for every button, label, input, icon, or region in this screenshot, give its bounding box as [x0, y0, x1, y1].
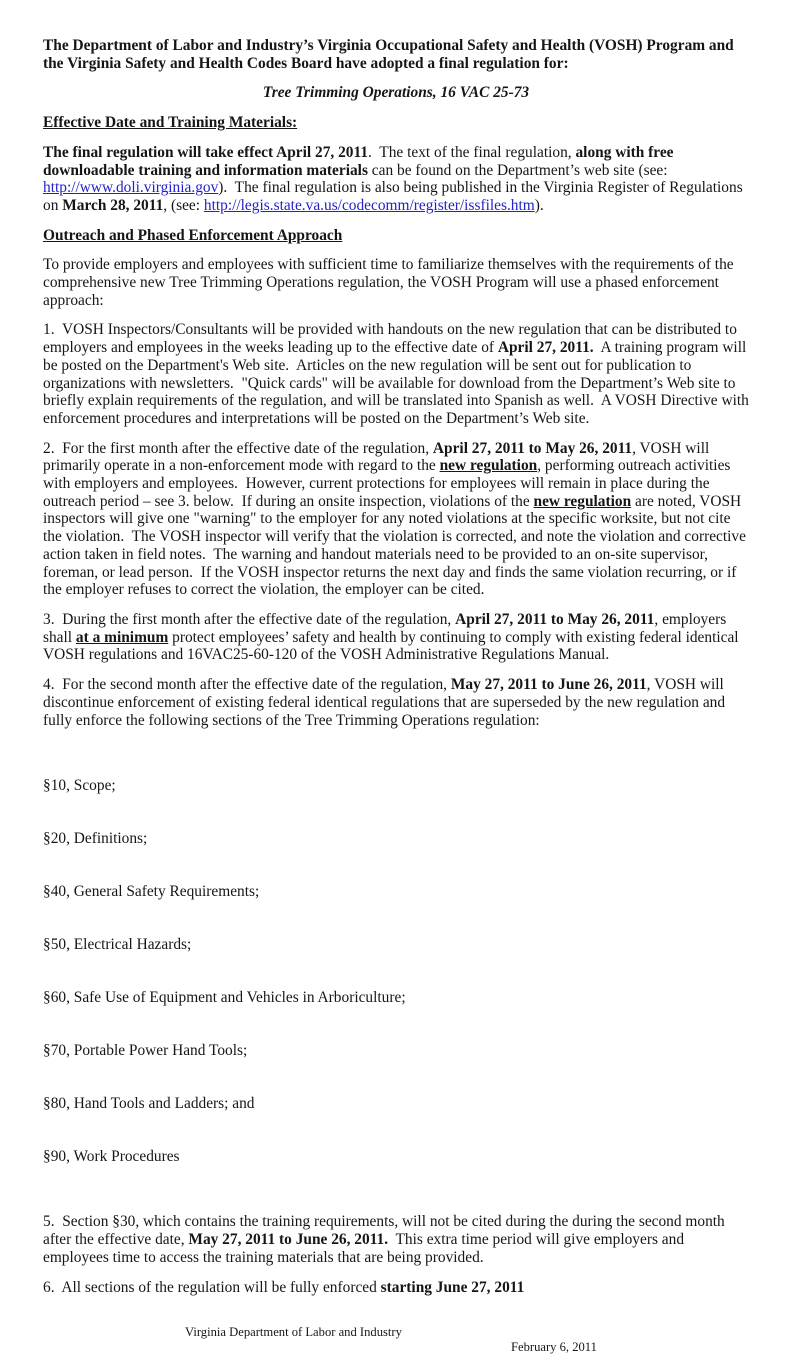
document-title: Tree Trimming Operations, 16 VAC 25-73 — [262, 84, 530, 102]
text-run: ). The final regulation is also being published in the Virginia Register of Regulations on — [43, 179, 747, 214]
regulation-section-item: §10, Scope; — [43, 776, 116, 794]
effective-date-paragraph — [43, 144, 749, 215]
heading-effective-date: Effective Date and Training Materials: — [43, 114, 298, 132]
regulation-section-item: §70, Portable Power Hand Tools; — [43, 1042, 248, 1060]
text-run: , performing outreach activities with employers and employees. However, current protections for employees will remain in place during the outreach period – see 3. below. If during an onsite inspection, violations of the — [43, 457, 735, 510]
text-run: , (see: — [163, 196, 204, 214]
regulation-section-item: §40, General Safety Requirements; — [43, 882, 260, 900]
footer-agency-name: Virginia Department of Labor and Industry — [185, 1325, 402, 1340]
text-run: 3. During the first month after the effective date of the regulation, — [43, 610, 456, 628]
text-run: along with free downloadable training and information materials — [43, 143, 678, 179]
page-footer — [43, 1310, 749, 1355]
numbered-item-2 — [43, 440, 749, 599]
text-run: April 27, 2011 to May 26, 2011 — [455, 610, 655, 628]
text-run: at a minimum — [75, 628, 169, 646]
numbered-item-6 — [43, 1279, 749, 1297]
regulation-section-item: §90, Work Procedures — [43, 1148, 180, 1166]
text-run: , VOSH will primarily operate in a non-enforcement mode with regard to the — [43, 439, 714, 475]
text-run: May 27, 2011 to June 26, 2011. — [188, 1231, 389, 1249]
text-run: 2. For the first month after the effective date of the regulation, — [43, 439, 433, 457]
numbered-item-3 — [43, 611, 749, 664]
regulation-sections-list — [43, 741, 749, 1201]
text-run: starting June 27, 2011 — [380, 1278, 525, 1296]
text-run: protect employees’ safety and health by continuing to comply with existing federal identical VOSH regulations and 16VAC25-60-120 of the VOSH Administrative Regulations Manual. — [43, 628, 743, 664]
numbered-item-5 — [43, 1213, 749, 1266]
virginia-register-link[interactable]: http://legis.state.va.us/codecomm/register/issfiles.htm — [203, 196, 535, 214]
regulation-section-item: §20, Definitions; — [43, 829, 148, 847]
text-run: March 28, 2011 — [62, 196, 164, 214]
numbered-item-1 — [43, 321, 753, 427]
text-run: new regulation — [439, 457, 538, 475]
footer-date: February 6, 2011 — [511, 1340, 597, 1355]
doli-website-link[interactable]: http://www.doli.virginia.gov — [43, 179, 219, 197]
text-run: 4. For the second month after the effective date of the regulation, — [43, 676, 451, 694]
intro-paragraph: The Department of Labor and Industry’s Virginia Occupational Safety and Health (VOSH) Program and the Virginia Safety and Health Codes Board have adopted a final regulation for: — [43, 37, 738, 72]
text-run: The final regulation will take effect April 27, 2011 — [43, 143, 369, 161]
text-run: April 27, 2011. — [497, 339, 594, 357]
numbered-item-4 — [43, 676, 749, 729]
text-run: ). — [534, 196, 544, 214]
text-run: , employers shall — [43, 610, 731, 646]
text-run: 6. All sections of the regulation will be fully enforced — [43, 1278, 381, 1296]
text-run: 1. VOSH Inspectors/Consultants will be provided with handouts on the new regulation that can be distributed to employers and employees in the weeks leading up to the effective date of — [43, 321, 741, 357]
text-run: , VOSH will discontinue enforcement of existing federal identical regulations that are superseded by the new regulation and fully enforce the following sections of the Tree Trimming Operations regulation: — [43, 676, 729, 729]
text-run: 5. Section §30, which contains the training requirements, will not be cited during the during the second month after the effective date, — [43, 1213, 729, 1249]
text-run: new regulation — [533, 492, 632, 510]
regulation-section-item: §60, Safe Use of Equipment and Vehicles in Arboriculture; — [43, 989, 406, 1007]
text-run: This extra time period will give employers and employees time to access the training materials that are being provided. — [43, 1231, 688, 1266]
text-run: . The text of the final regulation, — [368, 143, 576, 161]
regulation-section-item: §80, Hand Tools and Ladders; and — [43, 1095, 255, 1113]
outreach-intro-paragraph: To provide employers and employees with sufficient time to familiarize themselves with the requirements of the comprehensive new Tree Trimming Operations regulation, the VOSH Program will use a phased enforcement approach: — [43, 256, 738, 309]
text-run: are noted, VOSH inspectors will give one "warning" to the employer for any noted violations at the specific worksite, but not cite the violation. The VOSH inspector will verify that the violation is corrected, and note the violation and corrective action taken in field notes. The warning and handout materials need to be provided to an on-site supervisor, foreman, or lead person. If the VOSH inspector returns the next day and finds the same violation recurring, or if the employer refuses to correct the violation, the employer can be cited. — [43, 492, 750, 599]
regulation-section-item: §50, Electrical Hazards; — [43, 935, 192, 953]
text-run: April 27, 2011 to May 26, 2011 — [432, 439, 633, 457]
text-run: can be found on the Department’s web site (see: — [367, 161, 676, 179]
heading-outreach-approach: Outreach and Phased Enforcement Approach — [43, 226, 343, 244]
text-run: May 27, 2011 to June 26, 2011 — [450, 676, 647, 694]
text-run: A training program will be posted on the Department's Web site. Articles on the new regulation will be sent out for publication to organizations with newsletters. "Quick cards" will be available for download from the Department’s Web site to briefly explain requirements of the regulation, and will be translated into Spanish as well. A VOSH Directive with enforcement procedures and interpretations will be posted on the Department’s Web site. — [43, 339, 753, 427]
